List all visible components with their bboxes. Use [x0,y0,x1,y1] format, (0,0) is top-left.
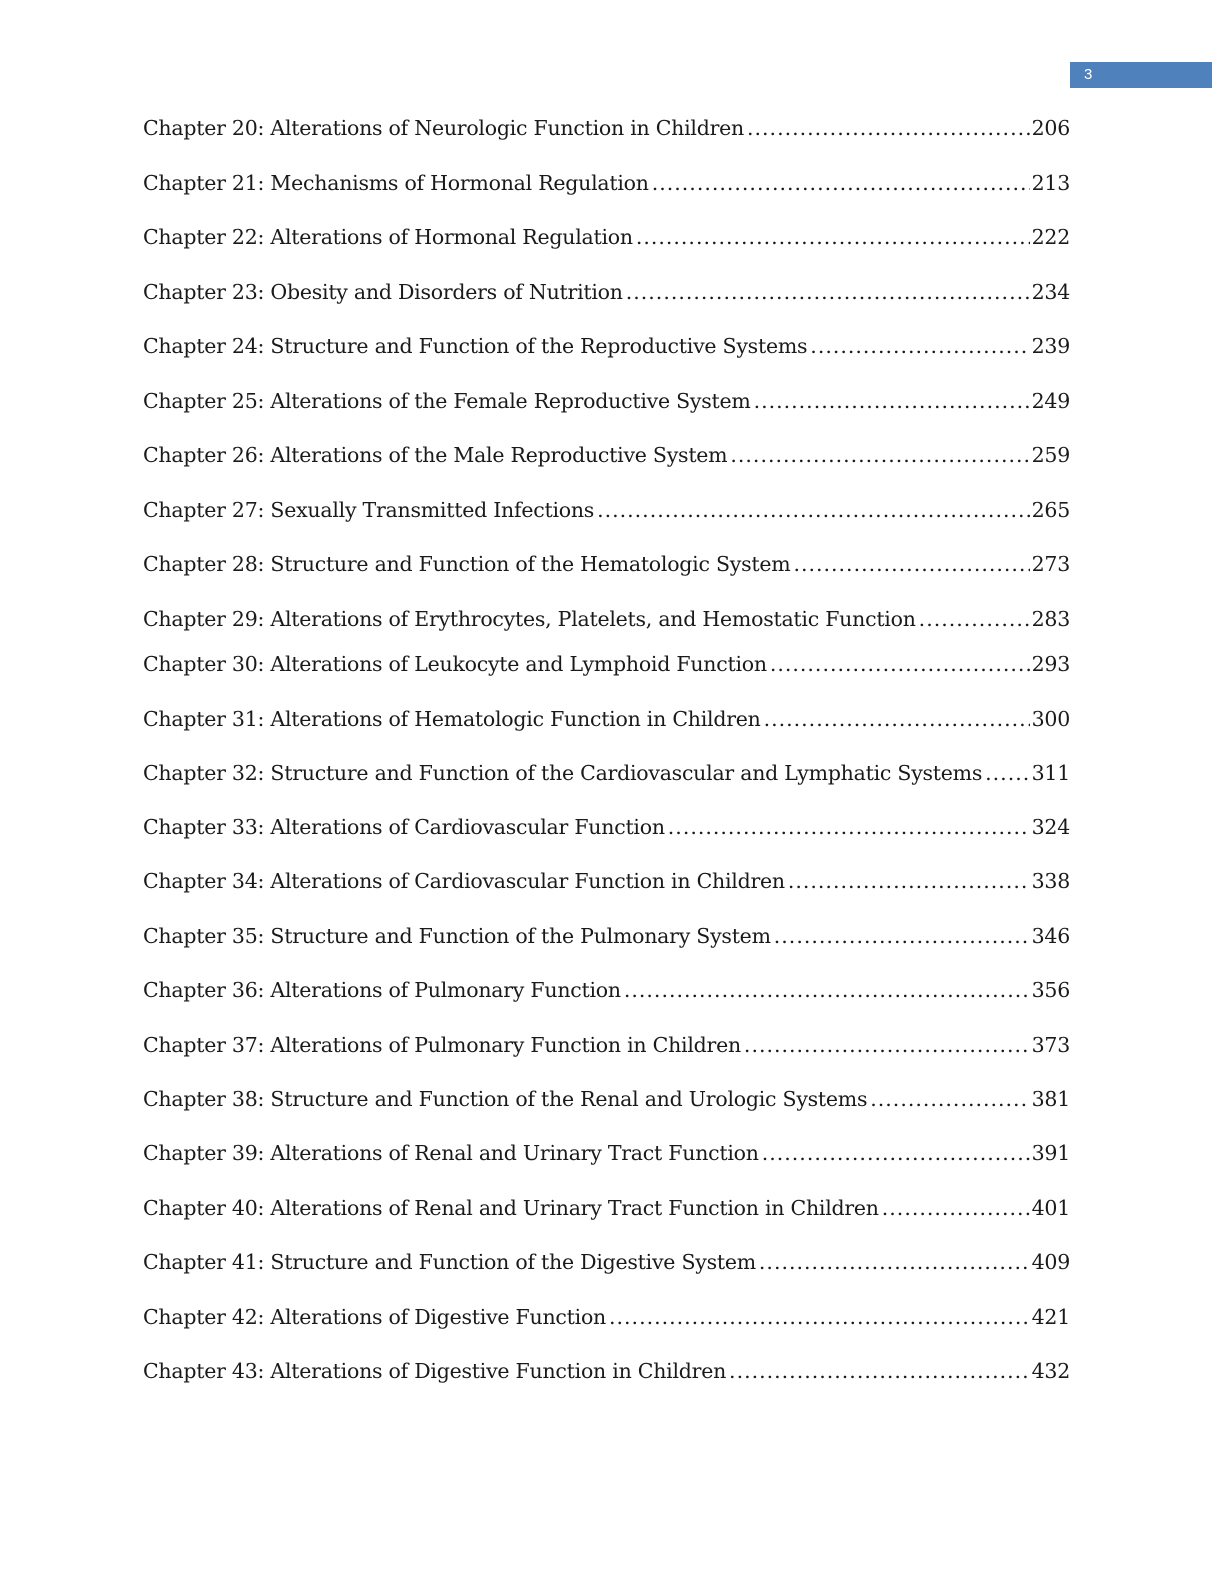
toc-entry[interactable] [143,703,1070,735]
toc-entry-page: 373 [1031,1033,1070,1057]
toc-entry-page: 338 [1031,869,1070,893]
toc-dot-leader [624,974,1030,1006]
toc-entry-title: Chapter 28: Structure and Function of the Hematologic System [143,552,791,576]
toc-entry-page: 265 [1031,498,1070,522]
toc-entry[interactable] [143,1246,1070,1278]
toc-entry[interactable] [143,221,1070,253]
toc-entry-page: 234 [1031,280,1070,304]
toc-entry[interactable] [143,439,1070,471]
toc-entry-page: 356 [1031,978,1070,1002]
toc-entry-page: 283 [1031,607,1070,631]
toc-entry-title: Chapter 39: Alterations of Renal and Urinary Tract Function [143,1141,759,1165]
toc-entry-page: 391 [1031,1141,1070,1165]
toc-entry-page: 213 [1031,171,1070,195]
toc-dot-leader [764,703,1030,735]
toc-entry-title: Chapter 42: Alterations of Digestive Function [143,1305,606,1329]
toc-entry-page: 273 [1031,552,1070,576]
toc-entry[interactable] [143,385,1070,417]
toc-dot-leader [919,603,1030,635]
toc-entry-title: Chapter 32: Structure and Function of the Cardiovascular and Lymphatic Systems [143,761,983,785]
toc-entry-title: Chapter 20: Alterations of Neurologic Function in Children [143,116,744,140]
toc-entry-page: 259 [1031,443,1070,467]
toc-entry[interactable] [143,811,1070,843]
toc-entry[interactable] [143,603,1070,635]
toc-entry[interactable] [143,974,1070,1006]
toc-entry[interactable] [143,1029,1070,1061]
toc-entry-title: Chapter 30: Alterations of Leukocyte and Lymphoid Function [143,652,767,676]
toc-entry-title: Chapter 23: Obesity and Disorders of Nutrition [143,280,623,304]
toc-entry-title: Chapter 38: Structure and Function of the Renal and Urologic Systems [143,1087,868,1111]
toc-entry-title: Chapter 34: Alterations of Cardiovascular Function in Children [143,869,785,893]
toc-dot-leader [729,1355,1030,1387]
toc-entry-title: Chapter 43: Alterations of Digestive Function in Children [143,1359,727,1383]
toc-entry-page: 222 [1031,225,1070,249]
page-number: 3 [1084,66,1093,83]
toc-entry-title: Chapter 33: Alterations of Cardiovascular Function [143,815,665,839]
toc-entry[interactable] [143,548,1070,580]
toc-dot-leader [762,1137,1030,1169]
toc-dot-leader [770,648,1030,680]
toc-dot-leader [668,811,1030,843]
toc-entry[interactable] [143,330,1070,362]
toc-entry[interactable] [143,1192,1070,1224]
toc-entry-page: 346 [1031,924,1070,948]
toc-entry-title: Chapter 24: Structure and Function of the Reproductive Systems [143,334,808,358]
toc-dot-leader [882,1192,1030,1224]
toc-entry[interactable] [143,757,1070,789]
toc-dot-leader [744,1029,1030,1061]
toc-entry-page: 249 [1031,389,1070,413]
toc-entry[interactable] [143,167,1070,199]
toc-entry-title: Chapter 22: Alterations of Hormonal Regulation [143,225,633,249]
toc-entry-title: Chapter 27: Sexually Transmitted Infections [143,498,595,522]
toc-dot-leader [626,276,1030,308]
toc-dot-leader [810,330,1029,362]
toc-dot-leader [870,1083,1029,1115]
toc-entry-title: Chapter 37: Alterations of Pulmonary Function in Children [143,1033,741,1057]
toc-entry[interactable] [143,648,1070,680]
toc-entry-title: Chapter 35: Structure and Function of the Pulmonary System [143,924,771,948]
toc-dot-leader [609,1301,1030,1333]
page-number-badge [1070,62,1212,88]
toc-dot-leader [597,494,1030,526]
toc-entry[interactable] [143,1137,1070,1169]
toc-entry-page: 401 [1031,1196,1070,1220]
toc-entry[interactable] [143,1083,1070,1115]
toc-entry[interactable] [143,112,1070,144]
toc-entry-page: 239 [1031,334,1070,358]
toc-dot-leader [788,865,1030,897]
toc-entry[interactable] [143,276,1070,308]
toc-entry-title: Chapter 40: Alterations of Renal and Urinary Tract Function in Children [143,1196,879,1220]
toc-entry-title: Chapter 25: Alterations of the Female Reproductive System [143,389,751,413]
toc-entry-title: Chapter 36: Alterations of Pulmonary Function [143,978,621,1002]
toc-dot-leader [730,439,1029,471]
toc-dot-leader [774,920,1030,952]
toc-entry[interactable] [143,865,1070,897]
toc-entry-title: Chapter 29: Alterations of Erythrocytes, Platelets, and Hemostatic Function [143,607,916,631]
toc-entry-title: Chapter 26: Alterations of the Male Reproductive System [143,443,728,467]
toc-entry-page: 206 [1031,116,1070,140]
toc-entry[interactable] [143,1355,1070,1387]
toc-dot-leader [759,1246,1030,1278]
toc-dot-leader [636,221,1030,253]
toc-entry[interactable] [143,494,1070,526]
toc-dot-leader [652,167,1030,199]
toc-entry[interactable] [143,1301,1070,1333]
toc-dot-leader [985,757,1029,789]
toc-entry-page: 311 [1031,761,1070,785]
toc-dot-leader [793,548,1029,580]
toc-entry-page: 432 [1031,1359,1070,1383]
toc-entry-title: Chapter 41: Structure and Function of the Digestive System [143,1250,756,1274]
toc-entry-page: 293 [1031,652,1070,676]
toc-entry-page: 381 [1031,1087,1070,1111]
toc-entry-page: 409 [1031,1250,1070,1274]
toc-dot-leader [747,112,1030,144]
toc-dot-leader [754,385,1030,417]
toc-entry-title: Chapter 31: Alterations of Hematologic Function in Children [143,707,761,731]
toc-entry-page: 324 [1031,815,1070,839]
toc-entry-page: 300 [1031,707,1070,731]
toc-entry-title: Chapter 21: Mechanisms of Hormonal Regulation [143,171,649,195]
toc-entry[interactable] [143,920,1070,952]
toc-entry-page: 421 [1031,1305,1070,1329]
